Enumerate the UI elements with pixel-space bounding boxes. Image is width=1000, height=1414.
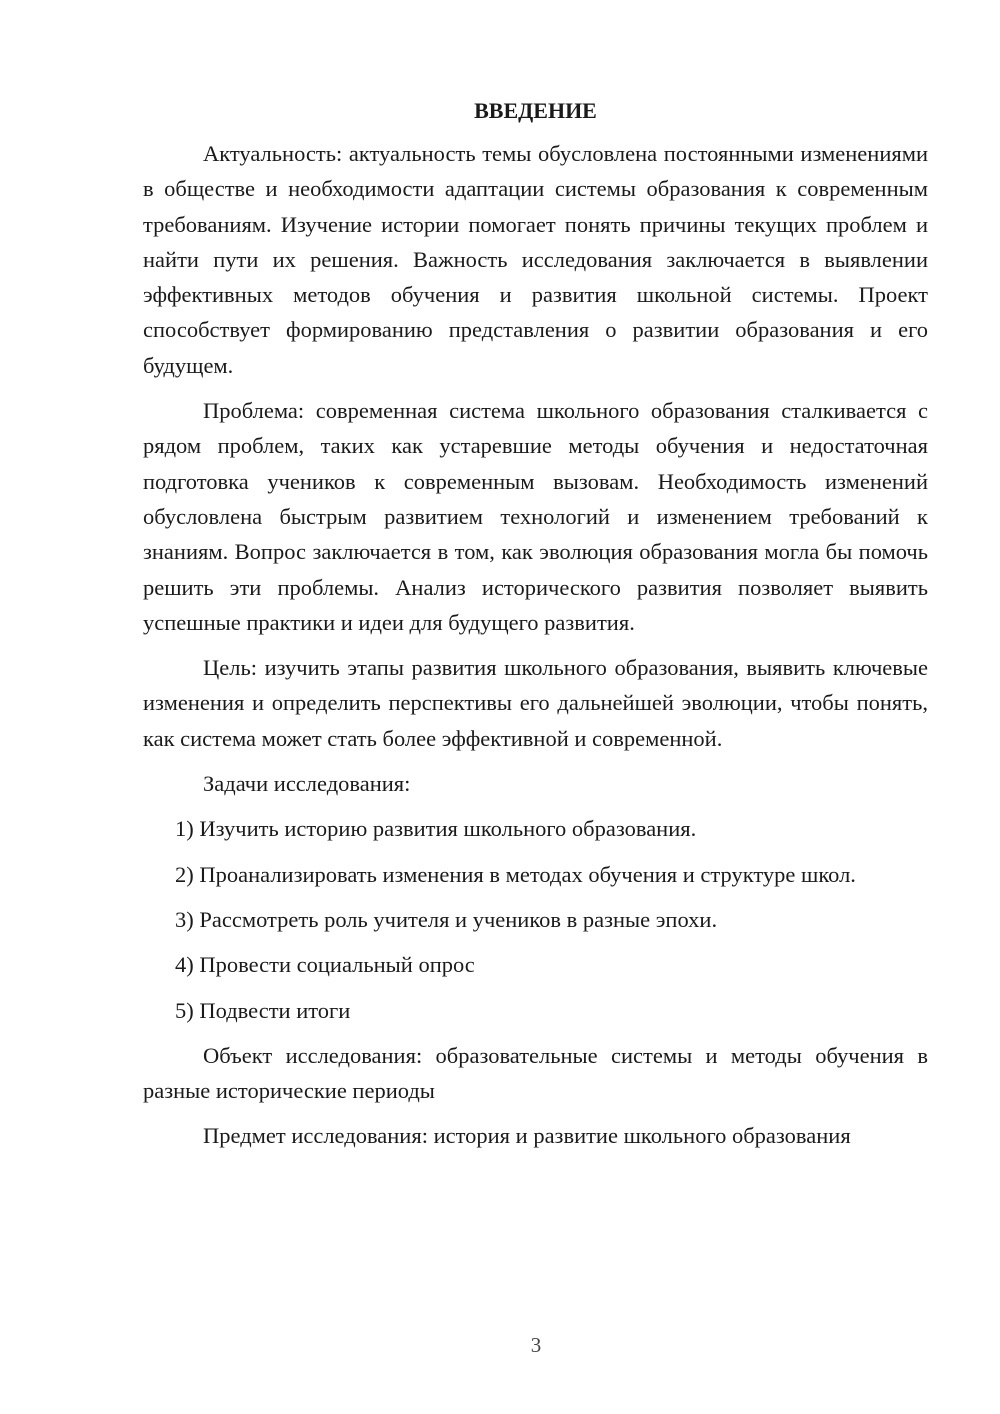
paragraph-object: Объект исследования: образовательные системы и методы обучения в разные исторические периоды	[143, 1042, 928, 1104]
section-title: ВВЕДЕНИЕ	[474, 98, 597, 123]
page-number: 3	[530, 1333, 542, 1357]
tasks-heading: Задачи исследования:	[203, 771, 411, 797]
paragraph-relevance: Актуальность: актуальность темы обусловлена постоянными изменениями в обществе и необходимости адаптации системы образования к современным требованиям. Изучение истории помогает понять причины текущих проблем и найти пути их решения. Важность исследования заключается в выявлении эффективных методов обучения и развития школьной системы. Проект способствует формированию представления о развитии образования и его будущем.	[143, 141, 928, 378]
task-item-3: 3) Рассмотреть роль учителя и учеников в разные эпохи.	[175, 906, 718, 932]
task-item-5: 5) Подвести итоги	[175, 997, 351, 1023]
paragraph-problem: Проблема: современная система школьного образования сталкивается с рядом проблем, таких как устаревшие методы обучения и недостаточная подготовка учеников к современным вызовам. Необходимость изменений обусловлена быстрым развитием технологий и изменением требований к знаниям. Вопрос заключается в том, как эволюция образования могла бы помочь решить эти проблемы. Анализ исторического развития позволяет выявить успешные практики и идеи для будущего развития.	[143, 398, 928, 635]
task-item-2: 2) Проанализировать изменения в методах обучения и структуре школ.	[175, 861, 856, 887]
task-item-1: 1) Изучить историю развития школьного образования.	[175, 816, 697, 842]
task-item-4: 4) Провести социальный опрос	[175, 952, 475, 978]
document-body	[143, 96, 928, 1164]
paragraph-goal: Цель: изучить этапы развития школьного образования, выявить ключевые изменения и определить перспективы его дальнейшей эволюции, чтобы понять, как система может стать более эффективной и современной.	[143, 655, 928, 751]
paragraph-subject: Предмет исследования: история и развитие школьного образования	[203, 1123, 851, 1149]
